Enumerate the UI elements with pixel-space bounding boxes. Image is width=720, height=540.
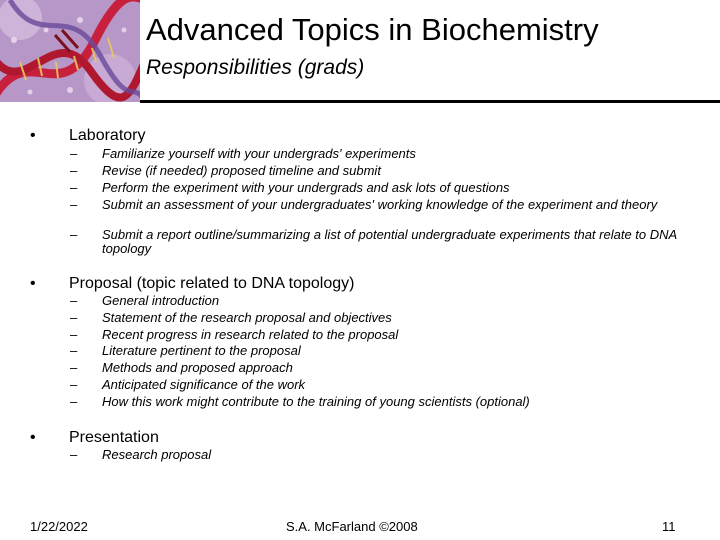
list-item-text: General introduction [102,293,220,308]
list-item-text: Familiarize yourself with your undergrads' experiments [102,146,416,161]
dash-marker: – [70,197,78,212]
list-item-text: Revise (if needed) proposed timeline and submit [102,163,381,178]
title-divider [140,100,720,103]
dash-marker: – [70,377,78,392]
dash-marker: – [70,447,78,462]
dash-marker: – [70,360,78,375]
dash-marker: – [70,163,78,178]
list-item-text: Recent progress in research related to the proposal [102,327,399,342]
dash-marker: – [70,394,78,409]
list-item-text: How this work might contribute to the training of young scientists (optional) [102,394,530,409]
list-item-text: Anticipated significance of the work [102,377,306,392]
dash-marker: – [70,343,78,358]
footer-page-number: 11 [662,519,676,534]
footer-author: S.A. McFarland ©2008 [286,519,418,534]
footer-date: 1/22/2022 [30,519,88,534]
dash-marker: – [70,180,78,195]
bullet-marker: • [30,275,36,292]
list-item-text: Submit a report outline/summarizing a list of potential undergraduate experiments that relate to DNA topology [102,227,677,256]
slide-subtitle: Responsibilities (grads) [146,56,365,79]
dna-helix-image [0,0,140,102]
list-item-text: Perform the experiment with your undergrads and ask lots of questions [102,180,510,195]
bullet-label: Proposal (topic related to DNA topology) [69,275,355,292]
bullet-label: Laboratory [69,127,146,144]
dash-marker: – [70,327,78,342]
list-item-text: Methods and proposed approach [102,360,293,375]
dash-marker: – [70,146,78,161]
list-item-text: Research proposal [102,447,212,462]
bullet-marker: • [30,127,36,144]
list-item-text: Statement of the research proposal and objectives [102,310,392,325]
dash-marker: – [70,310,78,325]
bullet-label: Presentation [69,429,159,446]
slide-title: Advanced Topics in Biochemistry [146,12,599,47]
bullet-marker: • [30,429,36,446]
list-item-text: Literature pertinent to the proposal [102,343,301,358]
dash-marker: – [70,293,78,308]
list-item-text: Submit an assessment of your undergraduates' working knowledge of the experiment and theory [102,197,658,212]
dash-marker: – [70,227,78,242]
